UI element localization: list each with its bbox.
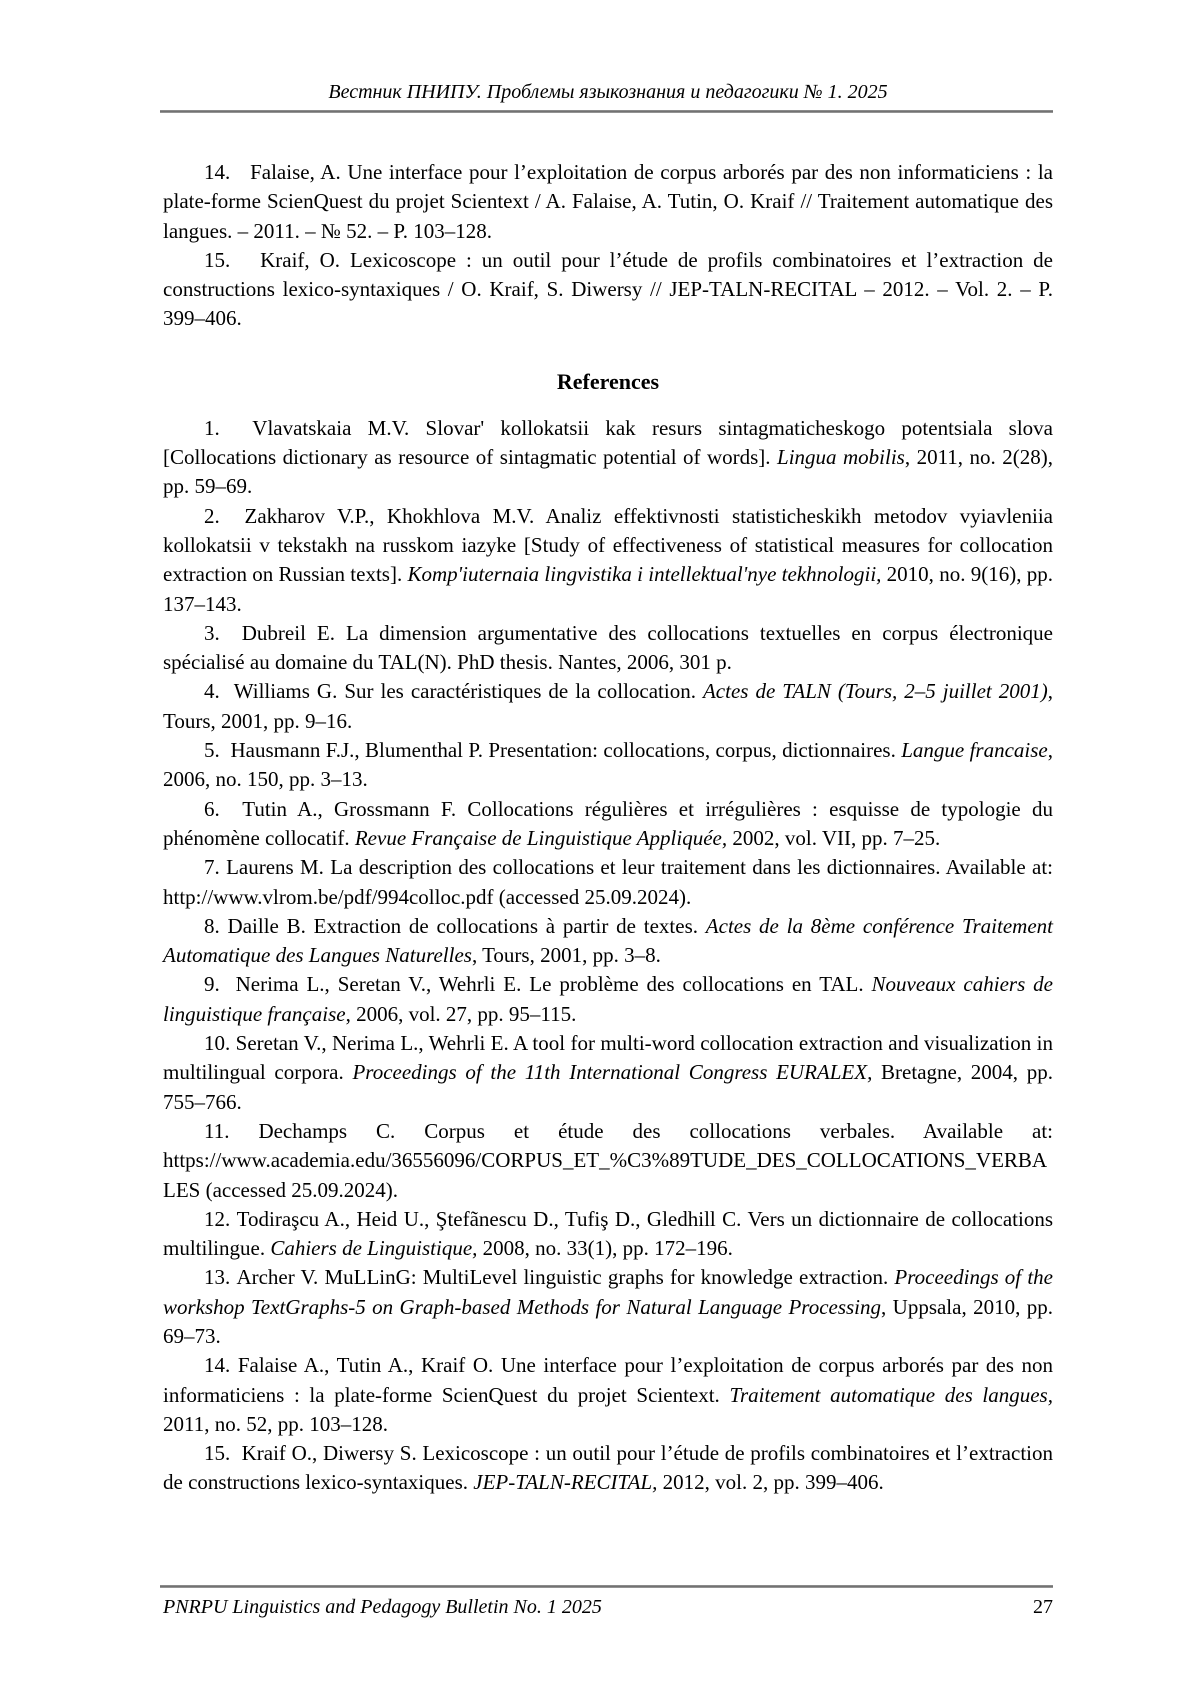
reference-text: 8. Daille B. Extraction de collocations à partir de textes. — [204, 913, 706, 938]
reference-text: 2012, vol. 2, pp. 399–406. — [657, 1470, 884, 1495]
reference-text: 14. Falaise A., Tutin A., Kraif O. Une interface pour l’exploitation de corpus arborés par des non informaticiens : la plate-forme ScienQuest du projet Scientext. — [163, 1353, 1053, 1407]
reference-text: , Tours, 2001, pp. 3–8. — [471, 943, 661, 968]
reference-text: 1. Vlavatskaia M.V. Slovar' kollokatsii kak resurs sintagmaticheskogo potentsiala slova [Collocations dictionary as resource of sintagmatic potential of words]. — [163, 415, 1053, 470]
reference-text: , Uppsala, 2010, pp. 69–73. — [163, 1294, 1053, 1348]
reference-item — [163, 912, 1053, 971]
reference-item — [163, 970, 1053, 1029]
footer-rule — [160, 1585, 1053, 1588]
reference-text: 14. Falaise, A. Une interface pour l’exploitation de corpus arborés par des non informaticiens : la plate-forme ScienQuest du projet Scientext / A. Falaise, A. Tutin, O. Kraif // Traitement automatique des langues. – 2011. – № 52. – P. 103–128. — [163, 160, 1053, 243]
reference-source-title: Lingua mobilis — [777, 445, 905, 470]
reference-item — [163, 736, 1053, 795]
reference-item — [163, 1351, 1053, 1439]
reference-item — [163, 1263, 1053, 1351]
reference-source-title: Proceedings of the workshop TextGraphs-5 on Graph-based Methods for Natural Language Processing — [163, 1265, 1053, 1319]
reference-item — [163, 1117, 1053, 1205]
footer-journal-title: PNRPU Linguistics and Pedagogy Bulletin No. 1 2025 — [163, 1596, 602, 1618]
reference-text: 10. Seretan V., Nerima L., Wehrli E. A tool for multi-word collocation extraction and visualization in multilingual corpora. — [163, 1031, 1053, 1085]
reference-text: 6. Tutin A., Grossmann F. Collocations régulières et irrégulières : esquisse de typologie du phénomène collocatif. — [163, 796, 1053, 850]
reference-item — [163, 246, 1053, 334]
reference-item — [163, 502, 1053, 619]
reference-text: 9. Nerima L., Seretan V., Wehrli E. Le problème des collocations en TAL. — [204, 972, 872, 997]
reference-source-title: Cahiers de Linguistique, — [270, 1236, 478, 1261]
reference-text: 12. Todiraşcu A., Heid U., Ştefãnescu D., Tufiş D., Gledhill C. Vers un dictionnaire de collocations multilingue. — [163, 1206, 1053, 1261]
journal-running-header: Вестник ПНИПУ. Проблемы языкознания и педагогики № 1. 2025 — [328, 81, 888, 103]
page-footer — [163, 1594, 1053, 1620]
reference-source-title: Nouveaux cahiers de linguistique française — [163, 972, 1053, 1026]
reference-text: Bretagne, 2004, pp. 755–766. — [163, 1060, 1054, 1114]
reference-source-title: Actes de TALN (Tours, 2–5 juillet 2001) — [702, 679, 1048, 704]
reference-source-title: Langue francaise — [901, 738, 1048, 763]
reference-text: 2008, no. 33(1), pp. 172–196. — [477, 1236, 733, 1261]
reference-text: 2010, no. 9(16), pp. 137–143. — [163, 562, 1053, 616]
reference-text: , 2006, vol. 27, pp. 95–115. — [345, 1001, 577, 1026]
footer-page-number: 27 — [1033, 1596, 1053, 1618]
reference-text: , Tours, 2001, pp. 9–16. — [163, 679, 1053, 733]
reference-text: 13. Archer V. MuLLinG: MultiLevel linguistic graphs for knowledge extraction. — [204, 1265, 895, 1290]
reference-text: 2. Zakharov V.P., Khokhlova M.V. Analiz effektivnosti statisticheskikh metodov vyiavleniia kollokatsii v tekstakh na russkom iazyke [Study of effectiveness of statistical measures for collocation extraction on Russian texts]. — [163, 503, 1053, 587]
reference-source-title: Traitement automatique des langues, — [729, 1382, 1053, 1407]
reference-item — [163, 1205, 1053, 1264]
references-list — [163, 414, 1053, 1498]
reference-text: 5. Hausmann F.J., Blumenthal P. Presentation: collocations, corpus, dictionnaires. — [204, 738, 902, 763]
reference-text: 15. Kraif, O. Lexicoscope : un outil pour l’étude de profils combinatoires et l’extraction de constructions lexico-syntaxiques / O. Kraif, S. Diwersy // JEP-TALN-RECITAL – 2012. – Vol. 2. – P. 399–406. — [163, 247, 1053, 331]
reference-text: 2011, no. 52, pp. 103–128. — [163, 1411, 388, 1436]
reference-text: 7. Laurens M. La description des collocations et leur traitement dans les dictionnaires. Available at: http://www.vlrom.be/pdf/994colloc.pdf (accessed 25.09.2024). — [163, 855, 1053, 909]
reference-item — [163, 853, 1053, 912]
reference-item — [163, 414, 1053, 502]
reference-item — [163, 677, 1053, 736]
reference-text: 11. Dechamps C. Corpus et étude des collocations verbales. Available at: https://www.academia.edu/36556096/CORPUS_ET_%C3%89TUDE_DES_COLLOCATIONS_VERBALES (accessed 25.09.2024). — [163, 1118, 1053, 1202]
reference-text: , 2006, no. 150, pp. 3–13. — [163, 738, 1053, 792]
reference-text: 3. Dubreil E. La dimension argumentative des collocations textuelles en corpus électronique spécialisé au domaine du TAL(N). PhD thesis. Nantes, 2006, 301 p. — [163, 620, 1053, 675]
reference-item — [163, 1439, 1053, 1498]
reference-item — [163, 158, 1053, 246]
header-rule — [160, 110, 1053, 113]
reference-text: 4. Williams G. Sur les caractéristiques de la collocation. — [204, 679, 703, 704]
reference-source-title: JEP-TALN-RECITAL, — [473, 1470, 658, 1495]
references-heading: References — [556, 368, 660, 394]
reference-item — [163, 795, 1053, 854]
reference-source-title: Actes de la 8ème conférence Traitement Automatique des Langues Naturelles — [163, 913, 1053, 968]
reference-source-title: Proceedings of the 11th International Congress EURALEX, — [352, 1060, 873, 1085]
reference-item — [163, 619, 1053, 678]
reference-source-title: Komp'iuternaia lingvistika i intellektual'nye tekhnologii, — [407, 562, 882, 587]
russian-reference-list-tail — [163, 158, 1053, 334]
page-content — [163, 158, 1053, 1498]
reference-text: , 2011, no. 2(28), pp. 59–69. — [163, 445, 1053, 499]
reference-text: 2002, vol. VII, pp. 7–25. — [727, 825, 941, 850]
reference-text: 15. Kraif O., Diwersy S. Lexicoscope : un outil pour l’étude de profils combinatoires et l’extraction de constructions lexico-syntaxiques. — [163, 1441, 1053, 1495]
reference-item — [163, 1029, 1053, 1117]
reference-source-title: Revue Française de Linguistique Appliquée, — [354, 825, 728, 850]
